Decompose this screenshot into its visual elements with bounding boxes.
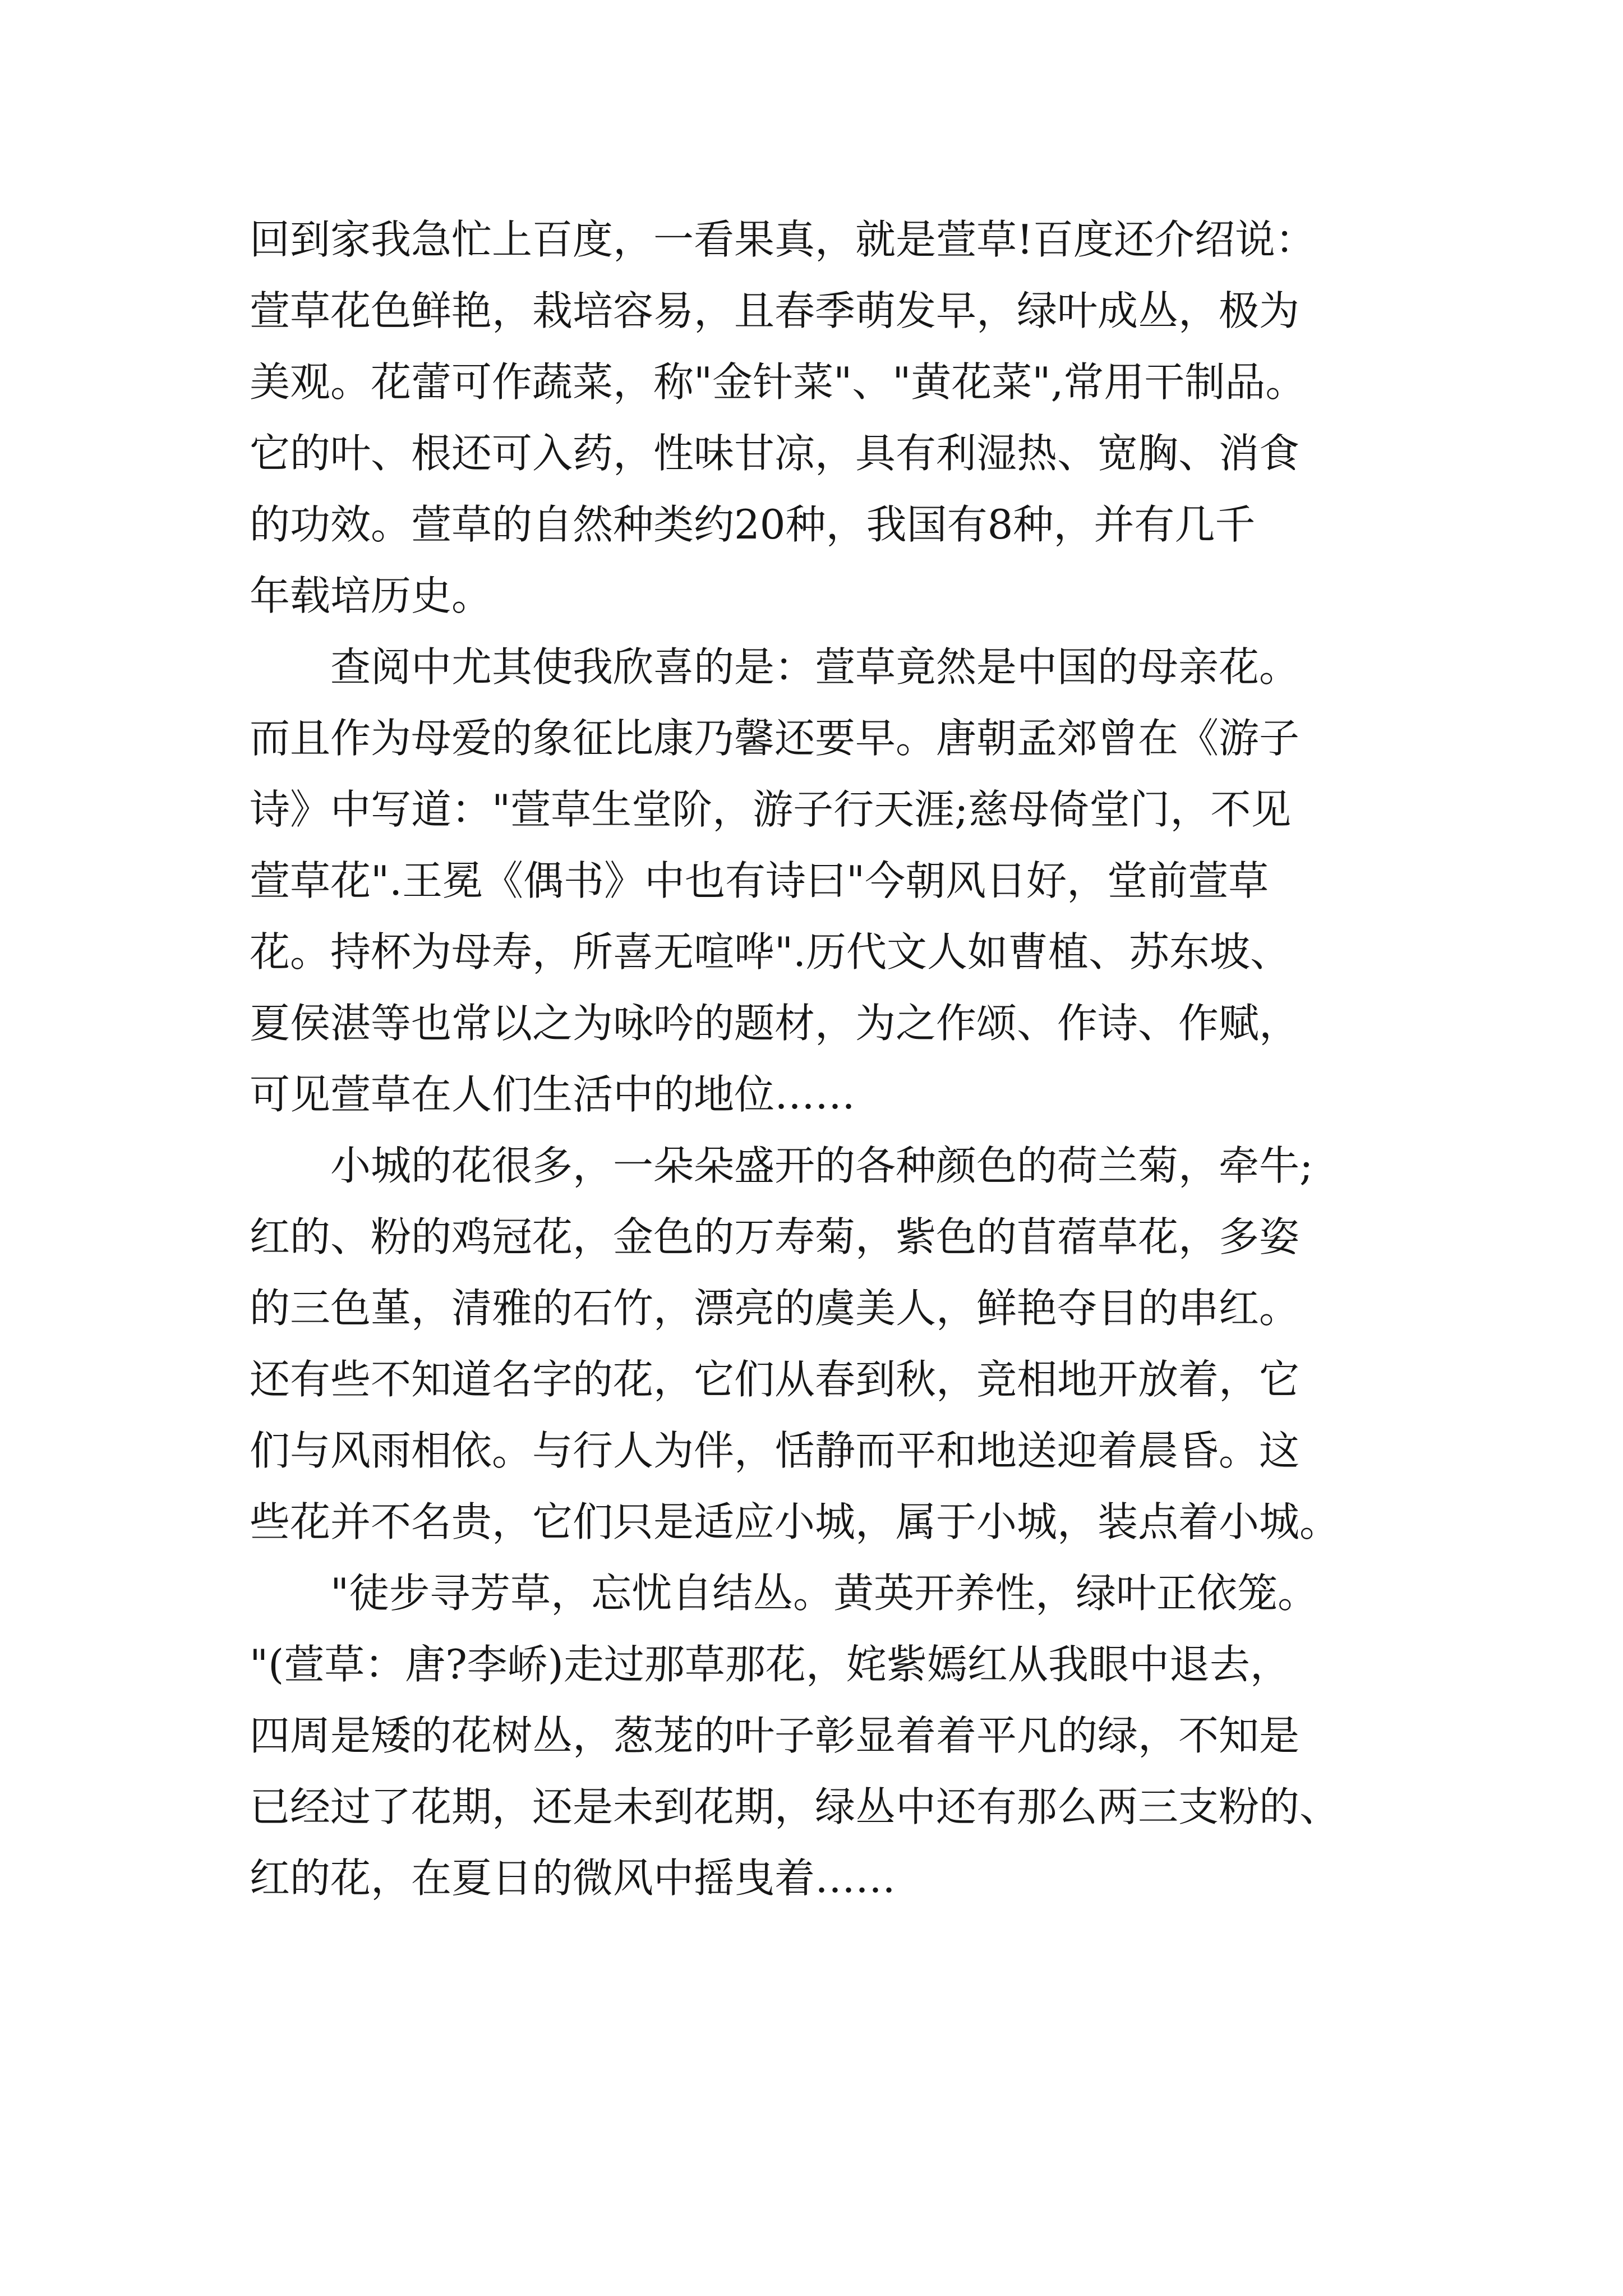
- text-line: 回到家我急忙上百度，一看果真，就是萱草!百度还介绍说：: [250, 216, 1316, 263]
- text-line: 红的、粉的鸡冠花，金色的万寿菊，紫色的苜蓿草花，多姿: [250, 1213, 1300, 1260]
- text-line: 们与风雨相依。与行人为伴，恬静而平和地送迎着晨昏。这: [250, 1427, 1300, 1474]
- text-line: 它的叶、根还可入药，性味甘凉，具有利湿热、宽胸、消食: [250, 430, 1300, 477]
- text-line: 夏侯湛等也常以之为咏吟的题材，为之作颂、作诗、作赋，: [250, 1000, 1300, 1047]
- text-line: 花。持杯为母寿，所喜无喧哗".历代文人如曹植、苏东坡、: [250, 928, 1291, 976]
- document-page: [250, 204, 1410, 1914]
- text-line: 年载培历史。: [250, 572, 492, 619]
- text-line: 诗》中写道："萱草生堂阶，游子行天涯;慈母倚堂门，不见: [250, 786, 1292, 833]
- text-line: 已经过了花期，还是未到花期，绿丛中还有那么两三支粉的、: [250, 1783, 1340, 1830]
- paragraph-1: [250, 204, 1410, 632]
- text-line: 萱草花".王冕《偶书》中也有诗曰"今朝风日好，堂前萱草: [250, 857, 1269, 904]
- text-line: 可见萱草在人们生活中的地位……: [250, 1071, 856, 1118]
- text-line: 而且作为母爱的象征比康乃馨还要早。唐朝孟郊曾在《游子: [250, 715, 1300, 762]
- paragraph-3: [250, 1130, 1410, 1558]
- text-line: 美观。花蕾可作蔬菜，称"金针菜"、"黄花菜",常用干制品。: [250, 358, 1306, 406]
- text-line: 还有些不知道名字的花，它们从春到秋，竞相地开放着，它: [250, 1356, 1300, 1403]
- text-line: 小城的花很多，一朵朵盛开的各种颜色的荷兰菊，牵牛;: [330, 1142, 1313, 1189]
- text-line: 的三色堇，清雅的石竹，漂亮的虞美人，鲜艳夺目的串红。: [250, 1285, 1300, 1332]
- paragraph-4: [250, 1558, 1410, 1914]
- text-line: 查阅中尤其使我欣喜的是：萱草竟然是中国的母亲花。: [330, 643, 1300, 691]
- text-line: 萱草花色鲜艳，栽培容易，且春季萌发早，绿叶成丛，极为: [250, 287, 1300, 334]
- paragraph-2: [250, 632, 1410, 1130]
- text-line: 的功效。萱草的自然种类约20种，我国有8种，并有几千: [250, 501, 1256, 548]
- text-line: "徒步寻芳草，忘忧自结丛。黄英开养性，绿叶正依笼。: [330, 1570, 1318, 1617]
- text-line: 些花并不名贵，它们只是适应小城，属于小城，装点着小城。: [250, 1498, 1340, 1545]
- text-line: 四周是矮的花树丛，葱茏的叶子彰显着着平凡的绿，不知是: [250, 1712, 1300, 1759]
- text-line: "(萱草：唐?李峤)走过那草那花，姹紫嫣红从我眼中退去，: [250, 1641, 1290, 1688]
- text-line: 红的花，在夏日的微风中摇曳着……: [250, 1855, 896, 1902]
